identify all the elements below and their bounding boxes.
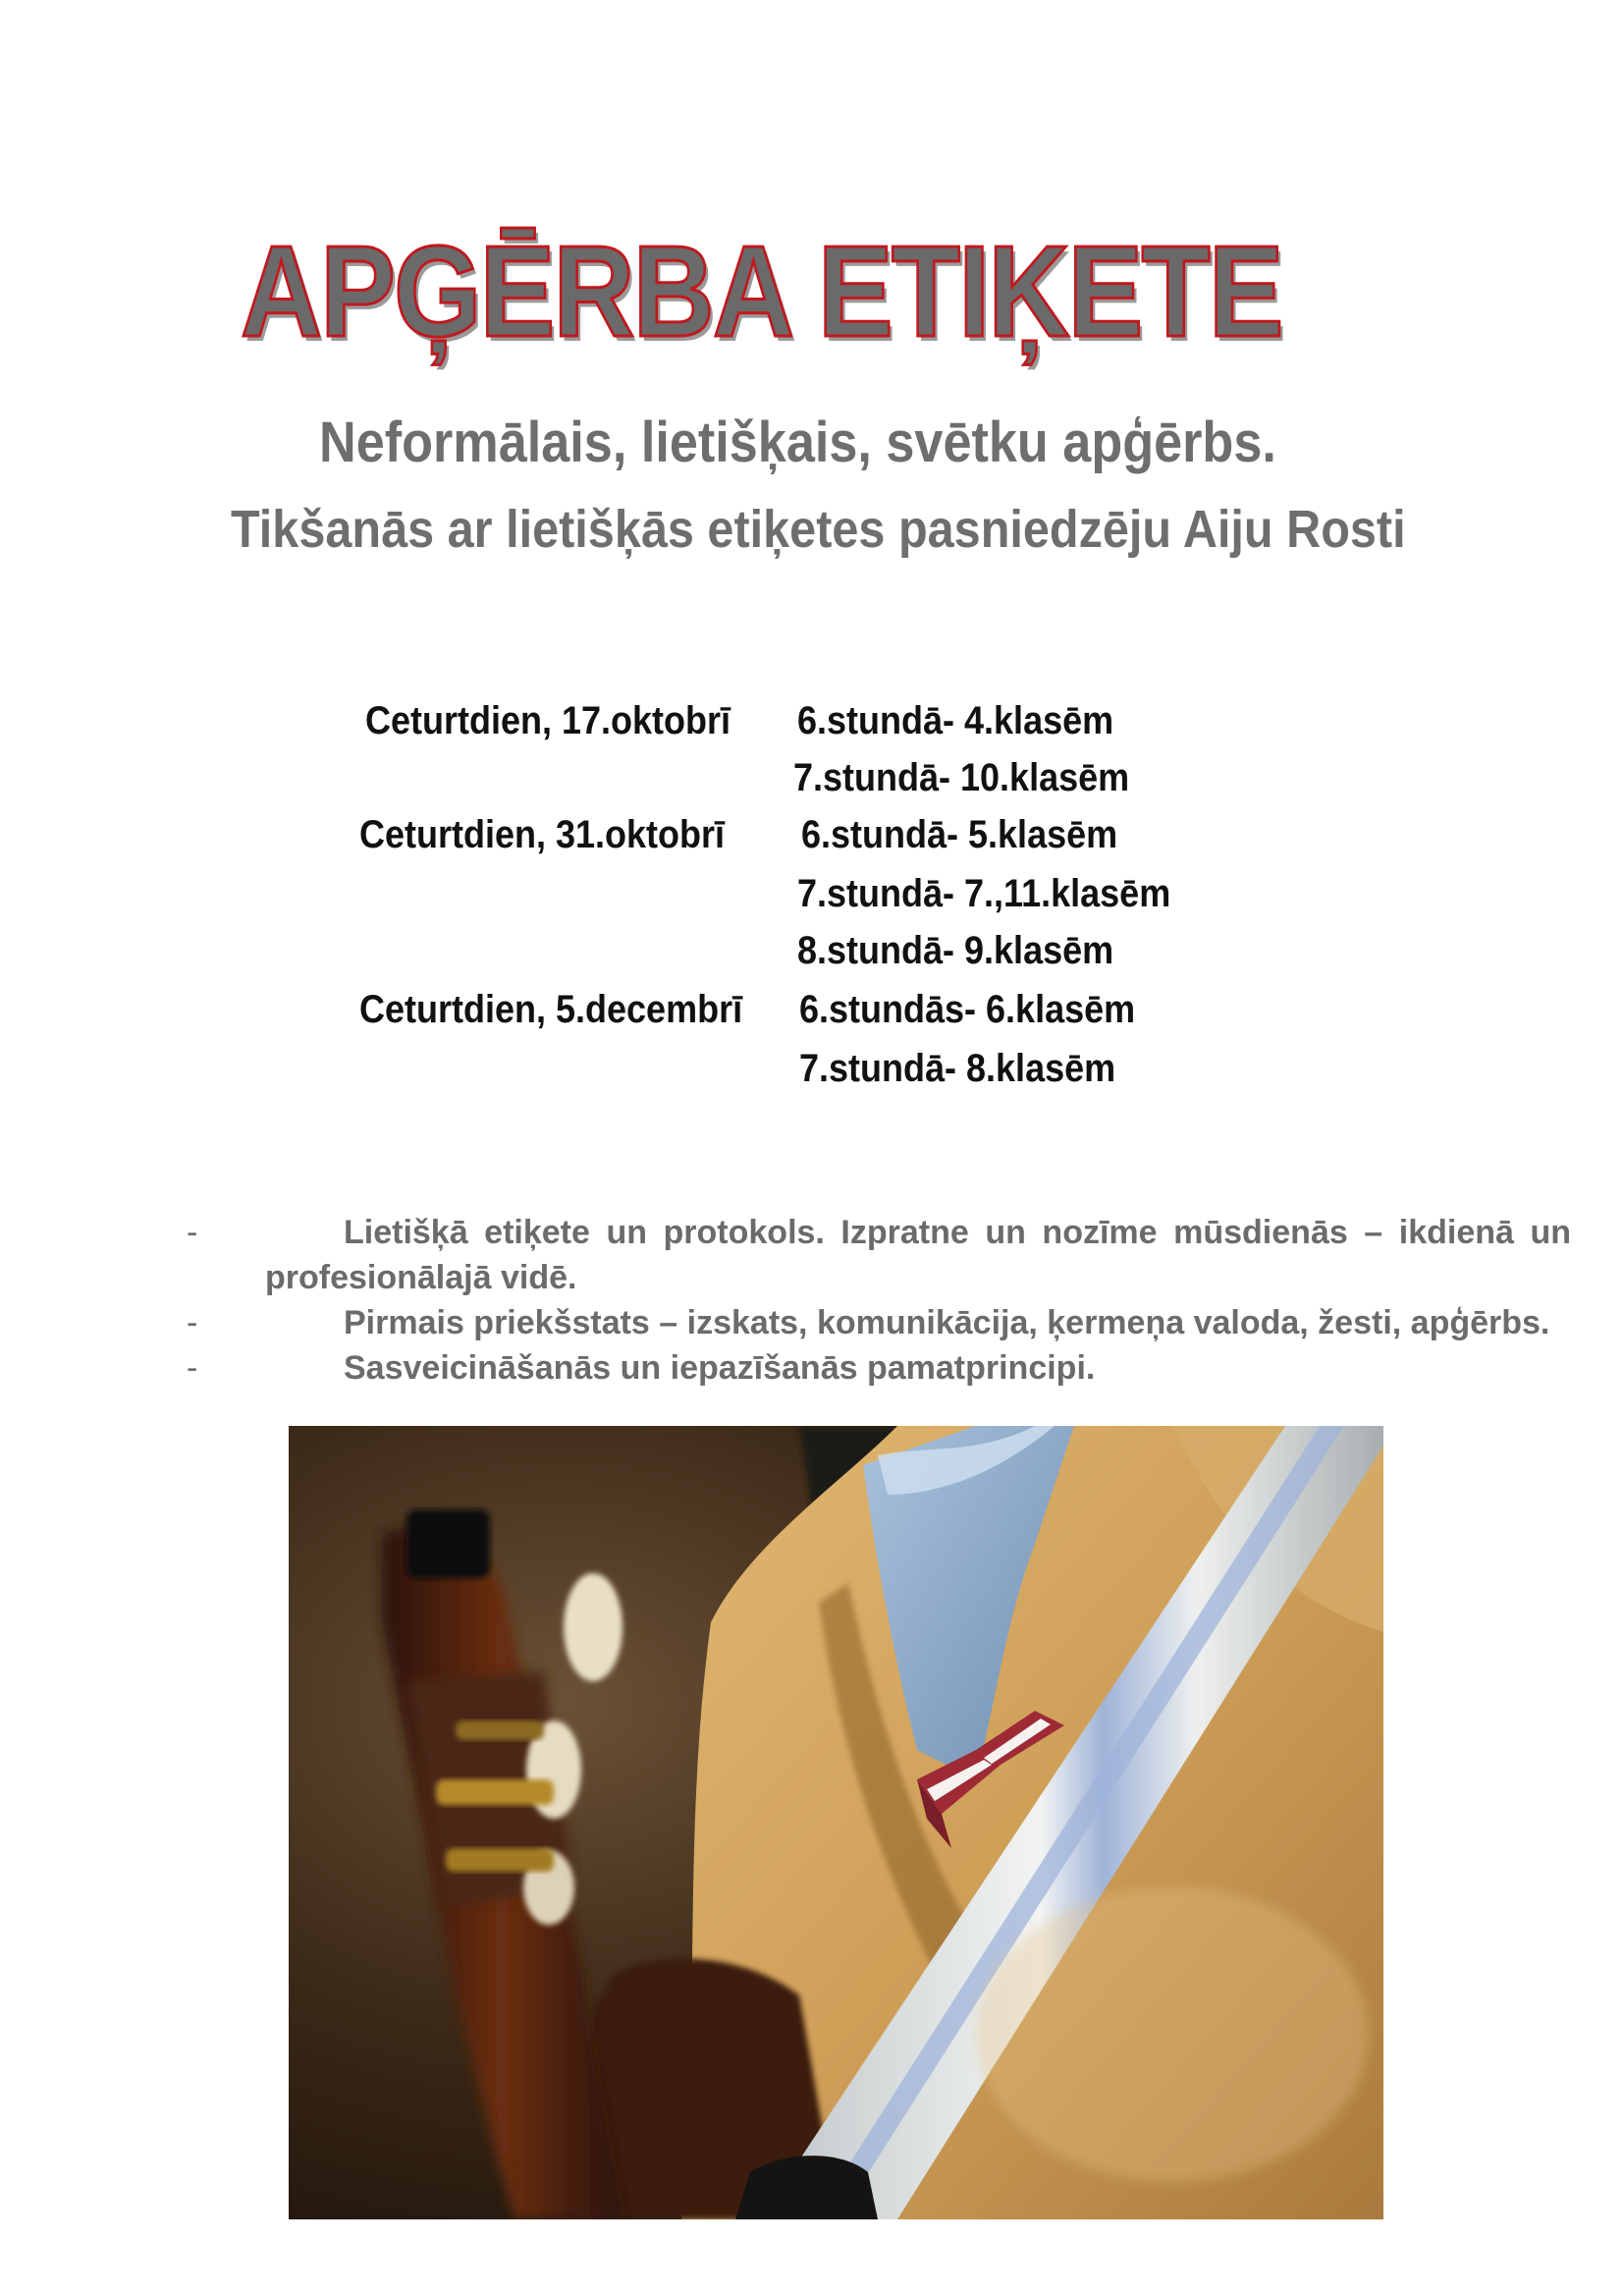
page-title: APĢĒRBA ETIĶETE bbox=[241, 219, 1282, 363]
dash-bullet: - bbox=[187, 1349, 198, 1387]
dash-bullet: - bbox=[187, 1214, 198, 1251]
topic-text: Sasveicināšanās un iepazīšanās pamatprincipi. bbox=[344, 1349, 1096, 1387]
subtitle-meeting: Tikšanās ar lietišķās etiķetes pasniedzēju Aiju Rosti bbox=[231, 500, 1406, 559]
list-item bbox=[187, 1345, 1571, 1391]
tuner-gear bbox=[436, 1779, 554, 1805]
schedule-date: Ceturtdien, 31.oktobrī bbox=[359, 813, 726, 856]
schedule-session: 7.stundā- 8.klasēm bbox=[799, 1047, 1116, 1090]
photo-illustration bbox=[289, 1426, 1383, 2219]
schedule-session: 6.stundās- 6.klasēm bbox=[799, 988, 1136, 1031]
jacket-highlight bbox=[976, 1887, 1369, 2182]
schedule-date: Ceturtdien, 17.oktobrī bbox=[365, 699, 731, 742]
dash-bullet: - bbox=[187, 1304, 198, 1341]
tuner-clip bbox=[406, 1509, 490, 1578]
guitarist-photo bbox=[289, 1426, 1383, 2219]
subtitle-clothing-types: Neformālais, lietišķais, svētku apģērbs. bbox=[319, 410, 1276, 474]
list-item bbox=[187, 1300, 1571, 1345]
tuner-gear bbox=[446, 1848, 554, 1872]
schedule-session: 7.stundā- 7.,11.klasēm bbox=[797, 872, 1171, 915]
schedule-session: 8.stundā- 9.klasēm bbox=[797, 929, 1114, 972]
schedule-date: Ceturtdien, 5.decembrī bbox=[359, 988, 743, 1031]
topic-text: Pirmais priekšstats – izskats, komunikācija, ķermeņa valoda, žesti, apģērbs. bbox=[344, 1304, 1550, 1341]
schedule-session: 6.stundā- 5.klasēm bbox=[801, 813, 1118, 856]
topics-list bbox=[187, 1210, 1571, 1391]
schedule-session: 7.stundā- 10.klasēm bbox=[793, 756, 1130, 799]
tuning-peg bbox=[564, 1573, 623, 1681]
list-item bbox=[187, 1210, 1571, 1300]
topic-text: Lietišķā etiķete un protokols. Izpratne un nozīme mūsdienās – ikdienā un profesionālajā vidē. bbox=[265, 1214, 1571, 1296]
schedule-session: 6.stundā- 4.klasēm bbox=[797, 699, 1114, 742]
tuner-gear bbox=[456, 1721, 544, 1740]
